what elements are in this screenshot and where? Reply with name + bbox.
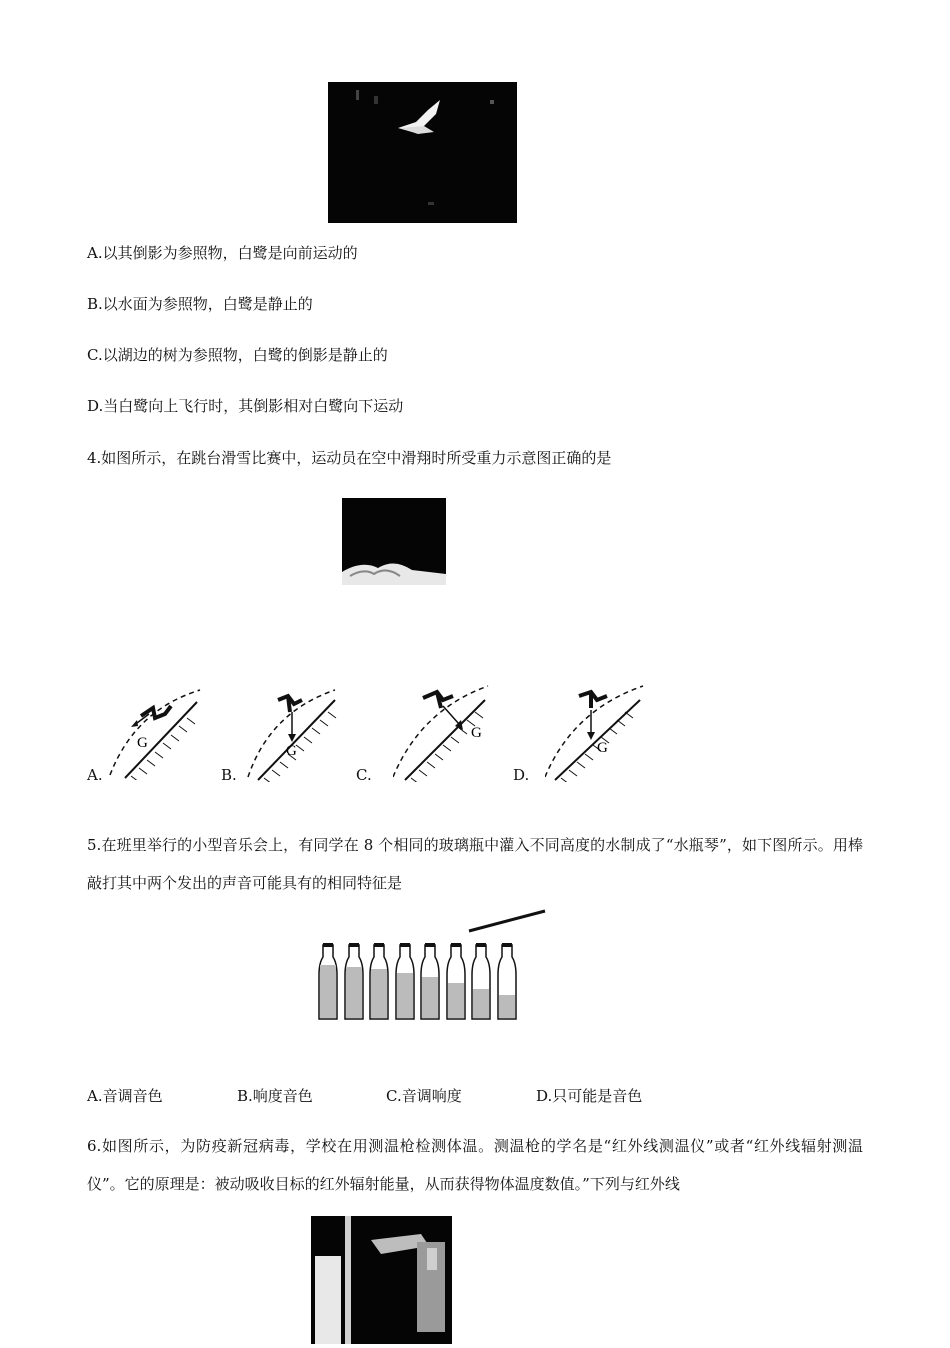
gravity-diagram-a <box>105 680 205 780</box>
q5-choice-c: C.音调响度 <box>386 1087 462 1105</box>
thermometer-gun-photo <box>311 1216 452 1344</box>
water-bottle-xylophone <box>315 905 550 1027</box>
gravity-diagram-c <box>393 682 493 782</box>
q6-stem: 6.如图所示，为防疫新冠病毒，学校在用测温枪检测体温。测温枪的学名是“红外线测温仪”或者“红外线辐射测温仪”。它的原理是：被动吸收目标的红外辐射能量，从而获得物体温度数值。”下列与红外线 <box>87 1137 863 1193</box>
force-label-d: G <box>597 740 608 756</box>
q4-label-c: C. <box>356 766 372 784</box>
q3-option-d: D.当白鹭向上飞行时，其倒影相对白鹭向下运动 <box>87 397 404 415</box>
q5-stem: 5.在班里举行的小型音乐会上，有同学在 8 个相同的玻璃瓶中灌入不同高度的水制成了“水瓶琴”，如下图所示。用棒敲打其中两个发出的声音可能具有的相同特征是 <box>87 836 863 892</box>
egret-photo <box>328 82 517 223</box>
q4-label-a: A. <box>87 766 103 784</box>
gravity-diagram-d <box>545 682 645 782</box>
force-label-a: G <box>137 735 148 751</box>
q3-option-a: A.以其倒影为参照物，白鹭是向前运动的 <box>87 244 358 262</box>
q3-option-c: C.以湖边的树为参照物，白鹭的倒影是静止的 <box>87 346 388 364</box>
q5-choice-b: B.响度音色 <box>237 1087 313 1105</box>
q5-choice-a: A.音调音色 <box>87 1087 163 1105</box>
q4-label-b: B. <box>221 766 237 784</box>
force-label-b: G <box>286 743 297 759</box>
q3-option-b: B.以水面为参照物，白鹭是静止的 <box>87 295 313 313</box>
q4-label-d: D. <box>513 766 530 784</box>
gravity-diagram-b <box>240 682 340 782</box>
q4-stem: 4.如图所示，在跳台滑雪比赛中，运动员在空中滑翔时所受重力示意图正确的是 <box>87 449 612 467</box>
q5-choice-d: D.只可能是音色 <box>536 1087 643 1105</box>
force-label-c: G <box>471 725 482 741</box>
ski-jump-photo <box>342 498 446 585</box>
